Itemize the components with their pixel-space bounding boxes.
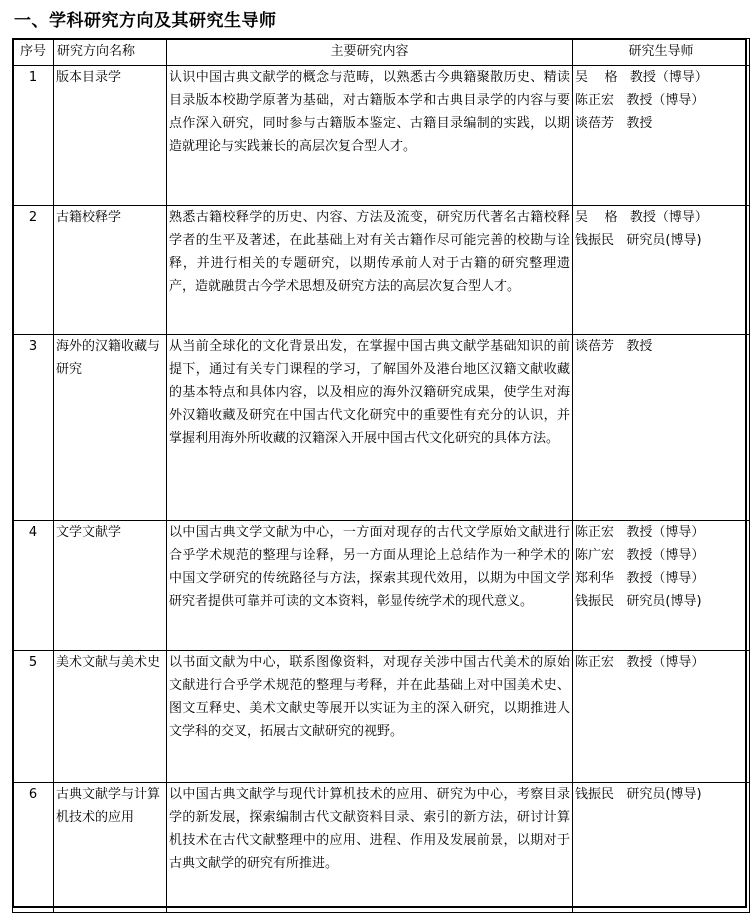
advisor-list xyxy=(573,206,750,335)
advisor-list xyxy=(573,521,750,651)
advisor-list xyxy=(573,335,750,521)
table-row xyxy=(13,66,750,206)
advisor-entry: 陈正宏 教授（博导） xyxy=(575,655,705,670)
table-row xyxy=(13,206,750,335)
research-direction-name: 文学文献学 xyxy=(54,521,167,651)
research-direction-name: 版本目录学 xyxy=(54,66,167,206)
advisor-entry: 钱振民 研究员(博导) xyxy=(575,787,702,802)
row-index: 6 xyxy=(13,783,54,913)
research-content: 以书面文献为中心，联系图像资料，对现存关涉中国古代美术的原始文献进行合乎学术规范的整理与考释，并在此基础上对中国美术史、图文互释史、美术文献史等展开以实证为主的深入研究，以期推进人文学科的交叉，拓展古文献研究的视野。 xyxy=(167,651,573,783)
header-content: 主要研究内容 xyxy=(167,39,573,66)
advisor-list xyxy=(573,66,750,206)
header-advisors: 研究生导师 xyxy=(573,39,750,66)
advisor-list xyxy=(573,783,750,913)
research-direction-name: 美术文献与美术史 xyxy=(54,651,167,783)
row-index: 1 xyxy=(13,66,54,206)
row-index: 2 xyxy=(13,206,54,335)
table-row xyxy=(13,651,750,783)
research-direction-name: 古籍校释学 xyxy=(54,206,167,335)
research-content: 认识中国古典文献学的概念与范畴，以熟悉古今典籍聚散历史、精读目录版本校勘学原著为基础，对古籍版本学和古典目录学的内容与要点作深入研究，同时参与古籍版本鉴定、古籍目录编制的实践，以期造就理论与实践兼长的高层次复合型人才。 xyxy=(167,66,573,206)
research-content: 以中国古典文献学与现代计算机技术的应用、研究为中心，考察目录学的新发展，探索编制古代文献资料目录、索引的新方法，研讨计算机技术在古代文献整理中的应用、进程、作用及发展前景，以期对于古典文献学的研究有所推进。 xyxy=(167,783,573,913)
advisor-entry: 钱振民 研究员(博导) xyxy=(575,594,702,609)
advisor-list xyxy=(573,651,750,783)
advisor-entry: 陈广宏 教授（博导） xyxy=(575,548,705,563)
research-content: 以中国古典文学文献为中心，一方面对现存的古代文学原始文献进行合乎学术规范的整理与诠释，另一方面从理论上总结作为一种学术的中国文学研究的传统路径与方法，探索其现代效用，以期为中国文学研究者提供可靠并可读的文本资料，彰显传统学术的现代意义。 xyxy=(167,521,573,651)
table-header-row xyxy=(13,39,750,66)
research-content: 从当前全球化的文化背景出发，在掌握中国古典文献学基础知识的前提下，通过有关专门课程的学习，了解国外及港台地区汉籍文献收藏的基本特点和具体内容，以及相应的海外汉籍研究成果，使学生对海外汉籍收藏及研究在中国古代文化研究中的重要性有充分的认识，并掌握利用海外所收藏的汉籍深入开展中国古代文化研究的具体方法。 xyxy=(167,335,573,521)
header-index: 序号 xyxy=(13,39,54,66)
table-row xyxy=(13,335,750,521)
table-row xyxy=(13,521,750,651)
row-index: 5 xyxy=(13,651,54,783)
row-index: 4 xyxy=(13,521,54,651)
research-content: 熟悉古籍校释学的历史、内容、方法及流变，研究历代著名古籍校释学者的生平及著述，在此基础上对有关古籍作尽可能完善的校勘与诠释，并进行相关的专题研究，以期传承前人对于古籍的研究整理遗产，造就融贯古今学术思想及研究方法的高层次复合型人才。 xyxy=(167,206,573,335)
advisor-entry: 谈蓓芳 教授 xyxy=(575,116,653,131)
header-direction: 研究方向名称 xyxy=(54,39,167,66)
advisor-entry: 谈蓓芳 教授 xyxy=(575,339,653,354)
advisor-entry: 吴 格 教授（博导） xyxy=(575,70,708,85)
advisor-entry: 陈正宏 教授（博导） xyxy=(575,525,705,540)
research-direction-name: 古典文献学与计算机技术的应用 xyxy=(54,783,167,913)
research-direction-name: 海外的汉籍收藏与研究 xyxy=(54,335,167,521)
advisor-entry: 郑利华 教授（博导） xyxy=(575,571,705,586)
advisor-entry: 钱振民 研究员(博导) xyxy=(575,233,702,248)
advisor-entry: 吴 格 教授（博导） xyxy=(575,210,708,225)
row-index: 3 xyxy=(13,335,54,521)
table-row xyxy=(13,783,750,913)
section-title: 一、学科研究方向及其研究生导师 xyxy=(14,11,277,31)
research-direction-table xyxy=(12,38,750,913)
advisor-entry: 陈正宏 教授（博导） xyxy=(575,93,705,108)
